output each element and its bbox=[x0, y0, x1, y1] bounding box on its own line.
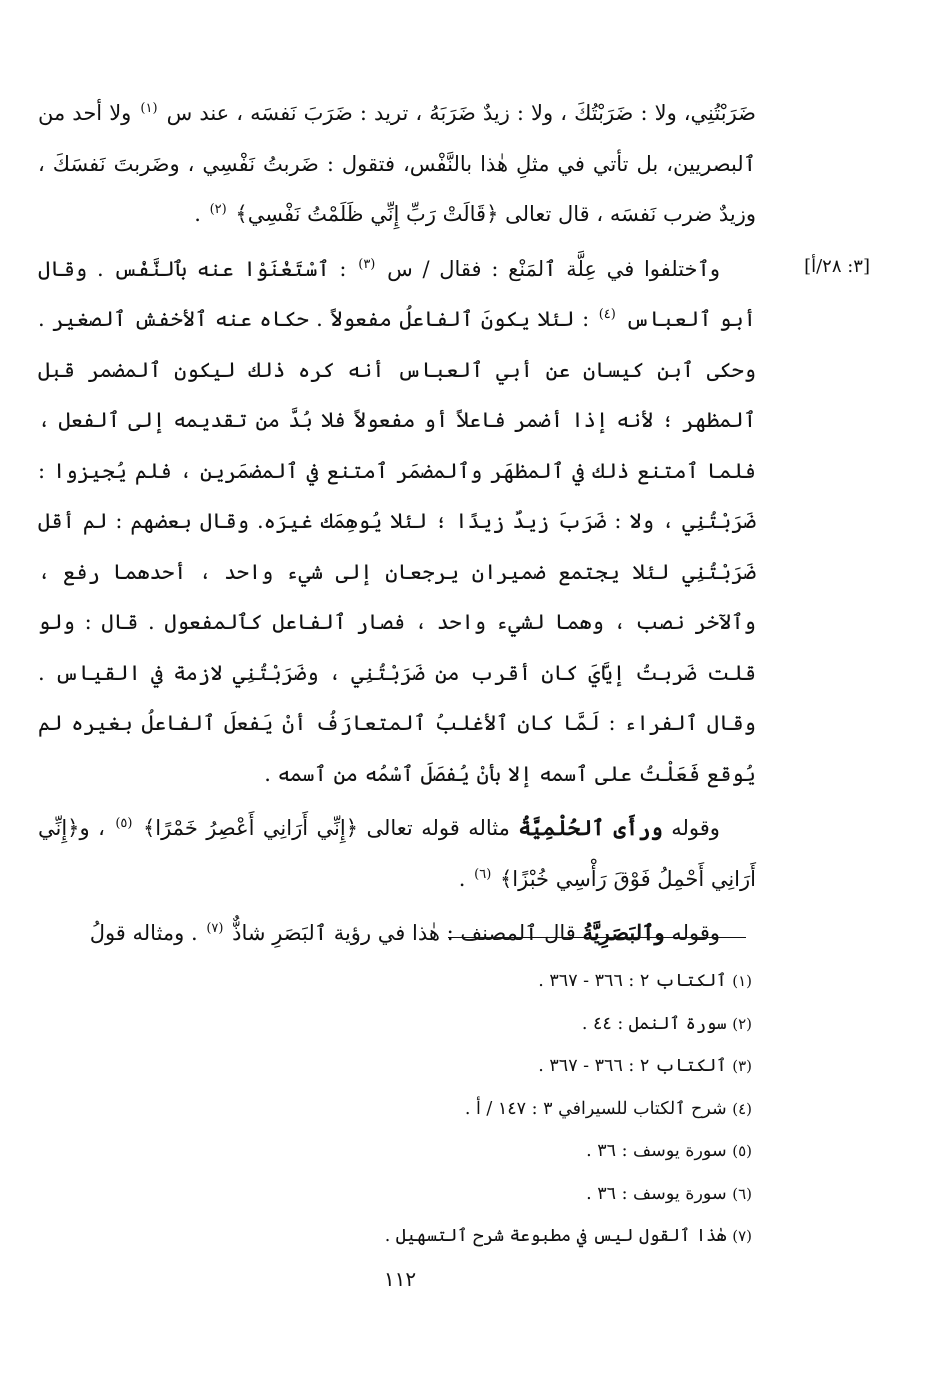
footnote-text: سورة ٱلنمل : ٤٤ . bbox=[581, 1013, 727, 1034]
footnote-item bbox=[300, 1173, 752, 1216]
paragraph-4 bbox=[38, 908, 756, 959]
paragraph-2-text-rest: : لئلا يكونَ ٱلفاعلُ مفعولاً . حكاه عنه ٱلأخفش ٱلصغير . وحكى ٱبن كيسان عن أبي ٱلعباس أنه كره ذٰلك ليكون ٱلمضمر قبل ٱلمظهر ؛ لأنه إذا أضمر فاعلاً أو مفعولاً فلا بُدَّ من تقديمه إلى ٱلفعل ، فلما ٱمتنع ذٰلك في ٱلمظهَر وٱلمضمَر ٱمتنع في ٱلمضمَرين ، فلم يُجيزوا : ضَرَبْتُنِي ، ولا : ضَرَبَ زيدٌ زيدًا ؛ لئلا يُوهِمَك غيرَه. وقال بعضهم : لم أقل ضَرَبْتُنِي لئلا يجتمع ضميران يرجعان إلى شيء واحد ، أحدهما رفع ، وٱلآخر نصب ، وهما لشيء واحد ، فصار ٱلفاعل كٱلمفعول . قال : ولو قلت ضَربتُ إيَّايَ كان أقرب من ضَرَبْتُنِي ، وضَرَبْتُنِي لازمة في القياس . وقال ٱلفراء : لَمَّا كان ٱلأغلبُ ٱلمتعارَفُ أنْ يَفعلَ ٱلفاعلُ بغيره لم يُوقع فَعَلْتُ على ٱسمه إلا بأنْ يُفصَلَ ٱسْمُه من ٱسمه . bbox=[38, 307, 756, 786]
paragraph-3-end: . bbox=[458, 866, 466, 891]
footnote-ref-1: (١) bbox=[140, 101, 158, 116]
footnote-ref-6: (٦) bbox=[474, 866, 492, 882]
paragraph-3-text-cont: ، و﴿إِنِّي أَرَانِي أَحْمِلُ فَوْقَ رَأْسِي خُبْزًا﴾ bbox=[38, 816, 756, 891]
footnote-divider bbox=[448, 937, 746, 938]
footnote-item bbox=[300, 1130, 752, 1173]
paragraph-2 bbox=[38, 244, 756, 800]
footnote-ref-4: (٤) bbox=[598, 307, 616, 322]
footnote-item bbox=[300, 1088, 752, 1131]
footnote-text: شرح ٱلكتاب للسيرافي ٣ : ١٤٧ / أ . bbox=[464, 1098, 727, 1119]
footnote-ref-2: (٢) bbox=[209, 202, 227, 217]
footnote-item bbox=[300, 1045, 752, 1088]
paragraph-3 bbox=[38, 803, 756, 904]
paragraph-3-text: مثاله قوله تعالى ﴿إِنِّي أَرَانِي أَعْصِرُ خَمْرًا﴾ bbox=[142, 816, 510, 840]
paragraph-1 bbox=[38, 88, 756, 240]
paragraph-4-text: قال ٱلمصنف : هٰذا في رؤية ٱلبَصَرِ شاذٌّ bbox=[232, 921, 576, 945]
paragraph-1-text-cont: ولا أحد من ٱلبصريين، بل تأتي في مثلِ هٰذا بالنَّفْس، فتقول : ضَربتُ نَفْسِي ، وضَربتَ نَفسَكَ ، وزيدٌ ضرب نَفسَه ، قال تعالى ﴿قَالَتْ رَبِّ إِنِّي ظَلَمْتُ نَفْسِي﴾ bbox=[38, 101, 756, 226]
footnote-ref-5: (٥) bbox=[115, 816, 133, 831]
paragraph-1-text: ضَرَبْتُنِي، ولا : ضَرَبْتُكَ ، ولا : زيدٌ ضَرَبَهُ ، تريد : ضَرَبَ نَفسَه ، عند س bbox=[166, 101, 756, 125]
footnote-number: (٤) bbox=[732, 1099, 752, 1118]
margin-folio-reference: [٣: ٢٨/أ] bbox=[804, 256, 870, 277]
footnote-number: (١) bbox=[732, 972, 752, 990]
paragraph-3-term: ورأَى ٱلحُلْمِيَّةُ bbox=[518, 815, 663, 840]
footnote-number: (٢) bbox=[732, 1014, 752, 1033]
footnote-number: (٣) bbox=[732, 1057, 752, 1075]
footnote-text: ٱلكتاب ٢ : ٣٦٦ - ٣٦٧ . bbox=[538, 1056, 727, 1076]
footnote-item bbox=[300, 960, 752, 1003]
paragraph-2-text-cont: : ٱسْتَغْنَوْا عنه بٱلنَّفْس . وقال أبو ٱلعباس bbox=[38, 256, 756, 331]
footnote-text: هٰذا ٱلقول ليس في مطبوعة شرح ٱلتسهيل . bbox=[384, 1226, 727, 1246]
footnote-ref-3: (٣) bbox=[358, 256, 376, 272]
page-number: ١١٢ bbox=[383, 1267, 417, 1291]
footnote-ref-7: (٧) bbox=[206, 921, 224, 936]
paragraph-1-end: . bbox=[194, 202, 201, 226]
footnote-text: سورة يوسف : ٣٦ . bbox=[586, 1141, 727, 1161]
footnote-number: (٦) bbox=[732, 1184, 752, 1203]
paragraph-4-term: وٱلبَصَرِيَّةُ bbox=[582, 920, 665, 945]
body-text bbox=[38, 88, 756, 959]
paragraph-3-lead: وقوله bbox=[671, 816, 720, 840]
paragraph-4-text-cont: . ومثاله قولُ bbox=[89, 921, 198, 945]
footnote-text: ٱلكتاب ٢ : ٣٦٦ - ٣٦٧ . bbox=[538, 971, 727, 991]
footnote-text: سورة يوسف : ٣٦ . bbox=[586, 1183, 727, 1204]
footnotes bbox=[300, 960, 752, 1258]
footnote-number: (٧) bbox=[732, 1227, 752, 1245]
footnote-item bbox=[300, 1003, 752, 1046]
footnote-item bbox=[300, 1215, 752, 1258]
paragraph-4-lead: وقوله bbox=[671, 921, 720, 945]
footnote-number: (٥) bbox=[732, 1142, 752, 1160]
paragraph-2-text: وٱختلفوا في عِلَّة ٱلمَنْع : فقال / س bbox=[387, 256, 720, 281]
